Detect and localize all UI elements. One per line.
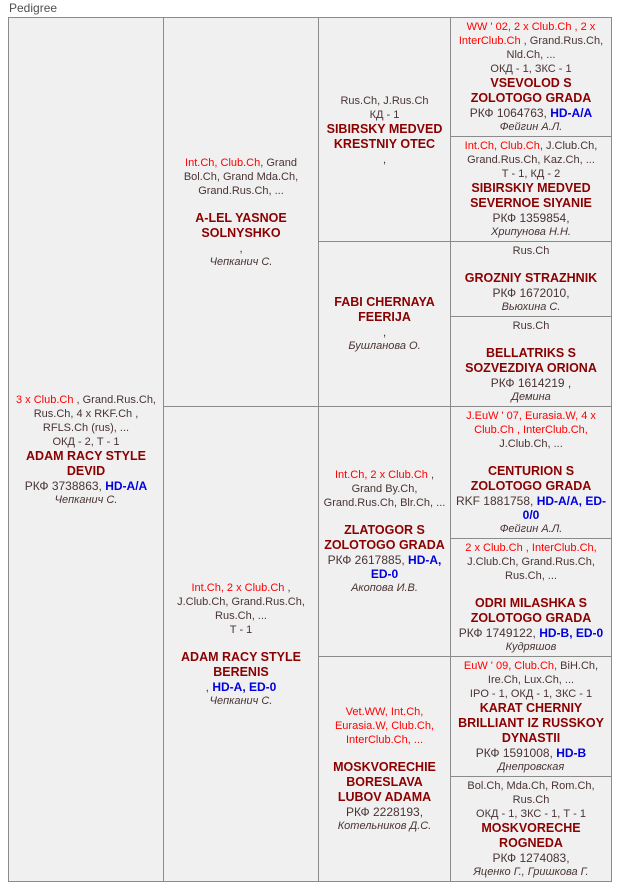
reg-number: РКФ 1591008, — [475, 746, 557, 760]
titles-rest: J.Club.Ch, Grand.Rus.Ch, Rus.Ch, ... — [467, 556, 595, 582]
titles-red: Int.Ch, Club.Ch — [185, 156, 261, 169]
breeder-name: Чепканич С. — [209, 255, 273, 268]
breeder-name: Чепканич С. — [209, 694, 273, 707]
dog-titles — [13, 393, 159, 435]
titles-rest: , J.Club.Ch, Grand.Rus.Ch, Kaz.Ch, ... — [467, 140, 598, 166]
dog-name: BELLATRIKS S SOZVEZDIYA ORIONA — [465, 346, 597, 375]
titles-rest: , Grand By.Ch, Grand.Rus.Ch, Blr.Ch, ... — [323, 469, 446, 509]
breeder-name: Кудряшов — [505, 641, 557, 653]
titles-rest: Rus.Ch — [512, 320, 550, 332]
reg-line — [455, 106, 607, 120]
breeder-name: Днепровская — [497, 761, 565, 773]
dog-titles — [455, 319, 607, 333]
dog-titles — [323, 705, 446, 747]
training-degrees: ОКД - 1, ЗКС - 1 — [490, 63, 572, 75]
dog-titles — [168, 156, 314, 198]
pedigree-cell-dog — [9, 18, 164, 882]
reg-line — [323, 805, 446, 819]
breeder-name: Чепканич С. — [54, 493, 118, 506]
dog-titles — [455, 659, 607, 687]
reg-number: RKF 1881758, — [455, 494, 537, 508]
pedigree-cell-ggp-1 — [451, 18, 612, 137]
dog-name: MOSKVORECHIE BORESLAVA LUBOV ADAMA — [333, 760, 436, 804]
reg-line — [323, 325, 446, 339]
pedigree-cell-ggp-8 — [451, 777, 612, 882]
titles-red: J.EuW ' 07, Eurasia.W, 4 x Club.Ch , InterClub.Ch, — [466, 410, 596, 436]
dog-titles — [455, 20, 607, 62]
pedigree-cell-ggp-2 — [451, 137, 612, 242]
breeder-name: Фейгин А.Л. — [499, 523, 563, 535]
pedigree-cell-ggp-6 — [451, 539, 612, 657]
dog-name: SIBIRSKIY MEDVED SEVERNOE SIYANIE — [470, 181, 592, 210]
dog-titles — [168, 581, 314, 623]
reg-number: РКФ 1614219 , — [490, 376, 572, 390]
titles-rest: , Grand.Rus.Ch, Rus.Ch, 4 x RKF.Ch , RFLS.Ch (rus), ... — [33, 393, 156, 434]
reg-number: РКФ 1749122, — [458, 626, 540, 640]
reg-line — [455, 746, 607, 760]
health-results: HD-B, ED-0 — [539, 626, 604, 640]
titles-red: Int.Ch, 2 x Club.Ch — [334, 469, 431, 481]
reg-number: РКФ 1064763, — [469, 106, 551, 120]
titles-red: 3 x Club.Ch — [15, 393, 77, 406]
dog-titles — [455, 779, 607, 807]
dog-titles — [455, 409, 607, 451]
breeder-name: Вьюхина С. — [501, 301, 561, 313]
reg-line — [323, 553, 446, 581]
dog-name: GROZNIY STRAZHNIK — [464, 271, 598, 285]
reg-line — [455, 494, 607, 522]
reg-number: , — [239, 240, 243, 255]
reg-line — [323, 152, 446, 166]
dog-titles — [455, 541, 607, 583]
titles-red: WW ' 02, 2 x Club.Ch , 2 x InterClub.Ch — [458, 21, 596, 47]
titles-rest: , Grand Bol.Ch, Grand Mda.Ch, Grand.Rus.Ch, ... — [183, 156, 299, 197]
titles-rest: , J.Club.Ch, Grand.Rus.Ch, Rus.Ch, ... — [177, 581, 305, 622]
dog-titles — [323, 468, 446, 510]
dog-name: ADAM RACY STYLE BERENIS — [181, 649, 301, 679]
dog-titles — [323, 94, 446, 108]
pedigree-cell-granddam-2 — [319, 657, 451, 882]
training-degrees: КД - 1 — [369, 108, 400, 121]
reg-line — [455, 626, 607, 640]
pedigree-cell-ggp-3 — [451, 242, 612, 317]
pedigree-cell-ggp-4 — [451, 317, 612, 407]
dog-name: ODRI MILASHKA S ZOLOTOGO GRADA — [470, 596, 592, 625]
reg-number: , — [382, 151, 387, 166]
reg-line — [455, 376, 607, 390]
titles-rest: Rus.Ch, J.Rus.Ch — [340, 94, 429, 107]
dog-name: ADAM RACY STYLE DEVID — [26, 448, 146, 478]
titles-rest: Rus.Ch — [512, 245, 550, 257]
dog-name: VSEVOLOD S ZOLOTOGO GRADA — [470, 76, 592, 105]
training-degrees: ОКД - 2, Т - 1 — [52, 435, 120, 448]
reg-line — [168, 680, 314, 694]
pedigree-cell-ggp-5 — [451, 407, 612, 539]
titles-rest: Bol.Ch, Mda.Ch, Rom.Ch, Rus.Ch — [467, 780, 595, 806]
reg-number: РКФ 2228193, — [345, 805, 424, 819]
reg-number: РКФ 1672010, — [492, 286, 570, 300]
dog-name: ZLATOGOR S ZOLOTOGO GRADA — [324, 523, 445, 552]
training-degrees: IPO - 1, ОКД - 1, ЗКС - 1 — [469, 688, 593, 700]
pedigree-cell-granddam-1 — [319, 242, 451, 407]
dog-titles — [455, 244, 607, 258]
reg-line — [168, 241, 314, 255]
dog-name: KARAT CHERNIY BRILLIANT IZ RUSSKOY DYNASTII — [458, 701, 604, 745]
health-results: HD-A, ED-0 — [370, 553, 442, 581]
dog-name: CENTURION S ZOLOTOGO GRADA — [470, 464, 592, 493]
reg-number: РКФ 1359854, — [492, 211, 570, 225]
health-results: HD-A, ED-0 — [212, 679, 277, 694]
dog-name: MOSKVORECHE ROGNEDA — [481, 821, 581, 850]
pedigree-cell-grandsire-1 — [319, 18, 451, 242]
titles-red: EuW ' 09, Club.Ch, — [463, 660, 558, 672]
training-degrees: Т - 1, КД - 2 — [501, 168, 561, 180]
training-degrees: Т - 1 — [229, 623, 253, 636]
reg-number: , — [382, 325, 387, 339]
dog-name: FABI CHERNAYA FEERIJA — [334, 295, 435, 324]
breeder-name: Хрипунова Н.Н. — [491, 226, 571, 238]
titles-rest: , Grand.Rus.Ch, Nld.Ch, ... — [506, 35, 604, 61]
titles-rest: J.Club.Ch, ... — [499, 438, 563, 450]
health-results: HD-A/A — [550, 106, 593, 120]
page-title: Pedigree — [9, 1, 58, 15]
dog-titles — [455, 139, 607, 167]
pedigree-cell-sire — [164, 18, 319, 407]
pedigree-cell-ggp-7 — [451, 657, 612, 777]
reg-line — [13, 479, 159, 493]
breeder-name: Фейгин А.Л. — [499, 121, 563, 133]
pedigree-table — [8, 17, 612, 882]
reg-line — [455, 286, 607, 300]
reg-number: РКФ 3738863, — [24, 478, 106, 493]
health-results: HD-B — [556, 746, 587, 760]
breeder-name: Акопова И.В. — [351, 582, 418, 594]
dog-name: A-LEL YASNOE SOLNYSHKO — [195, 210, 287, 240]
titles-red: Vet.WW, Int.Ch, Eurasia.W, Club.Ch, InterClub.Ch, ... — [334, 706, 435, 746]
reg-number: РКФ 1274083, — [492, 851, 570, 865]
titles-rest: BiH.Ch, Ire.Ch, Lux.Ch, ... — [487, 660, 599, 686]
training-degrees: ОКД - 1, ЗКС - 1, Т - 1 — [476, 808, 586, 820]
pedigree-cell-dam — [164, 407, 319, 882]
titles-red: 2 x Club.Ch , InterClub.Ch, — [465, 542, 597, 554]
reg-number: , — [205, 679, 213, 694]
reg-line — [455, 211, 607, 225]
reg-line — [455, 851, 607, 865]
breeder-name: Бушланова О. — [348, 340, 421, 352]
health-results: HD-A/A — [105, 478, 148, 493]
titles-red: Int.Ch, Club.Ch — [464, 140, 540, 152]
pedigree-cell-grandsire-2 — [319, 407, 451, 657]
reg-number: РКФ 2617885, — [327, 553, 409, 567]
breeder-name: Демина — [511, 391, 551, 403]
health-results: HD-A/A, ED-0/0 — [522, 494, 607, 522]
breeder-name: Яценко Г., Гришкова Г. — [473, 866, 589, 878]
dog-name: SIBIRSKY MEDVED KRESTNIY OTEC — [326, 121, 443, 151]
titles-red: Int.Ch, 2 x Club.Ch — [191, 581, 288, 594]
breeder-name: Котельников Д.С. — [337, 820, 432, 832]
